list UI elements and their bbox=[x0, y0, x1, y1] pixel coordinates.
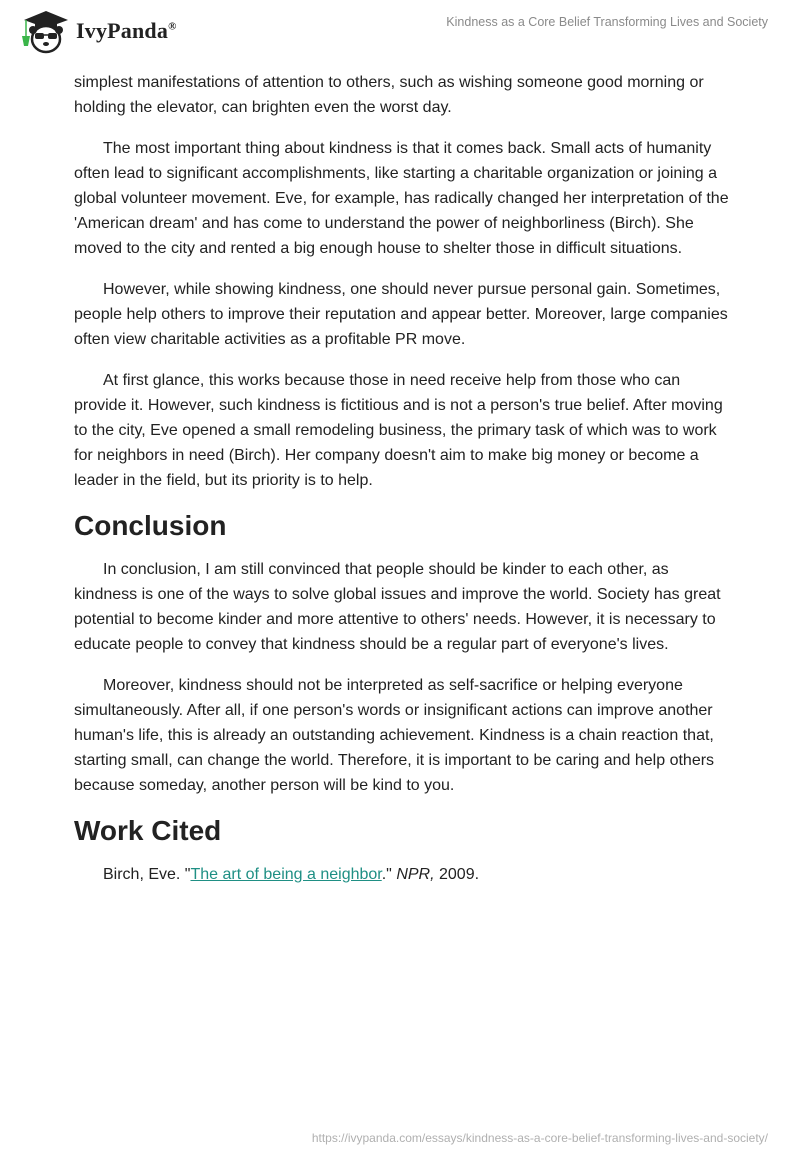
document-title: Kindness as a Core Belief Transforming Lives and Society bbox=[446, 15, 768, 29]
brand-name: IvyPanda® bbox=[76, 18, 177, 43]
citation-source: NPR, bbox=[396, 866, 435, 883]
paragraph: Moreover, kindness should not be interpreted as self-sacrifice or helping everyone simultaneously. After all, if one person's words or insignificant actions can improve another human's life, this is already an outstanding achievement. Kindness is a chain reaction that, starting small, can change the world. Therefore, it is important to be caring and help others because someday, another person will be kind to you. bbox=[74, 677, 715, 794]
ivypanda-logo[interactable] bbox=[16, 8, 177, 54]
paragraph: In conclusion, I am still convinced that people should be kinder to each other, as kindness is one of the ways to solve global issues and improve the world. Society has great potential to become kinder and more attentive to others' needs. However, it is necessary to educate people to convey that kindness should be a regular part of everyone's lives. bbox=[74, 561, 721, 653]
page-header bbox=[0, 0, 800, 60]
citation-year: 2009. bbox=[434, 866, 480, 883]
citation-author: Birch, Eve. " bbox=[103, 866, 191, 883]
citation-entry bbox=[74, 862, 734, 887]
paragraph: simplest manifestations of attention to others, such as wishing someone good morning or holding the elevator, can brighten even the worst day. bbox=[74, 74, 704, 116]
conclusion-heading: Conclusion bbox=[74, 510, 227, 541]
citation-punct: ." bbox=[381, 866, 397, 883]
source-url: https://ivypanda.com/essays/kindness-as-a-core-belief-transforming-lives-and-society/ bbox=[311, 1131, 768, 1145]
paragraph: The most important thing about kindness is that it comes back. Small acts of humanity often lead to significant accomplishments, like starting a charitable organization or joining a global volunteer movement. Eve, for example, has radically changed her interpretation of the 'American dream' and has come to understand the power of neighborliness (Birch). She moved to the city and rented a big enough house to shelter those in difficult situations. bbox=[74, 140, 729, 257]
works-cited-heading: Work Cited bbox=[74, 815, 222, 846]
citation-link[interactable]: The art of being a neighbor bbox=[190, 866, 382, 883]
paragraph: However, while showing kindness, one should never pursue personal gain. Sometimes, people help others to improve their reputation and appear better. Moreover, large companies often view charitable activities as a profitable PR move. bbox=[74, 281, 728, 348]
essay-content bbox=[74, 70, 734, 903]
paragraph: At first glance, this works because those in need receive help from those who can provide it. However, such kindness is fictitious and is not a person's true belief. After moving to the city, Eve opened a small remodeling business, the primary task of which was to work for neighbors in need (Birch). Her company doesn't aim to make big money or become a leader in the field, but its priority is to help. bbox=[74, 372, 723, 489]
panda-graduate-icon bbox=[16, 8, 76, 54]
